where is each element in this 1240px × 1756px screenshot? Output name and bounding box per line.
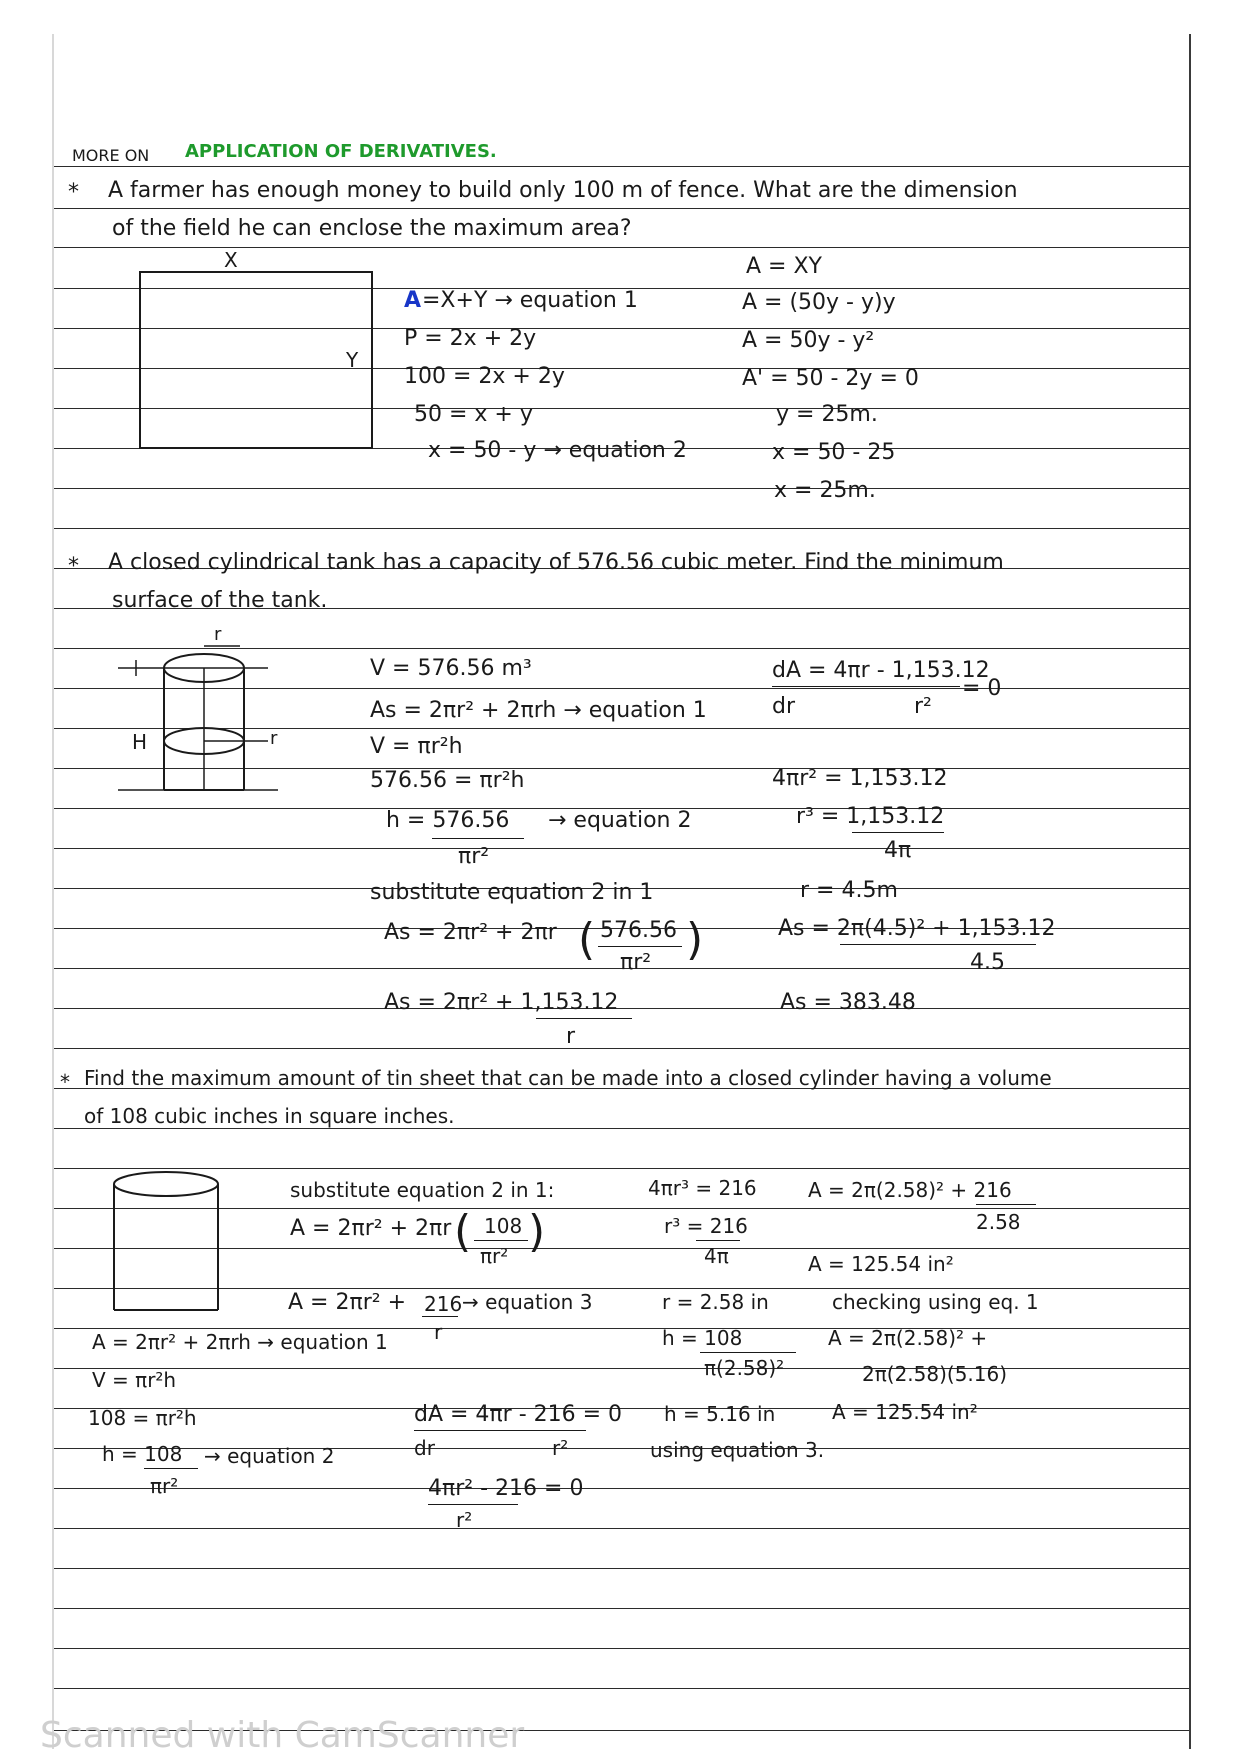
p2-line-3: V = πr²h — [370, 734, 463, 759]
p3-center-4-denominator-2: r² — [552, 1436, 569, 1460]
p3-mid-4-denominator: π(2.58)² — [704, 1356, 785, 1380]
p3-center-2-numerator: 108 — [484, 1214, 523, 1238]
p2-right-1-eq: = 0 — [962, 676, 1002, 701]
fraction-bar — [428, 1504, 518, 1505]
p2-right-6: As = 383.48 — [780, 990, 916, 1015]
p2-right-1: dA = 4πr - 1,153.12 — [772, 658, 990, 683]
equation-A-letter: A — [404, 288, 422, 313]
p2-line-7-numerator: 576.56 — [600, 918, 677, 943]
title-prefix: MORE ON — [72, 146, 150, 165]
p2-line-7: As = 2πr² + 2πr — [384, 920, 557, 945]
paren-close: ) — [528, 1206, 546, 1257]
p2-line-5-denominator: πr² — [458, 844, 490, 869]
p3-mid-3: r = 2.58 in — [662, 1290, 769, 1314]
p3-center-4: dA = 4πr - 216 = 0 — [414, 1402, 623, 1427]
p2-line-8-denominator: r — [566, 1024, 576, 1049]
p3-left-2: V = πr²h — [92, 1368, 177, 1392]
p3-mid-2: r³ = 216 — [664, 1214, 748, 1238]
p3-center-4-denominator-1: dr — [414, 1436, 435, 1460]
p3-right-4: A = 2π(2.58)² + — [828, 1326, 988, 1350]
p1-result-3: A = 50y - y² — [742, 328, 875, 353]
fraction-bar — [700, 1352, 796, 1353]
fraction-bar — [422, 1316, 458, 1317]
paren-open: ( — [454, 1206, 472, 1257]
p2-right-5: As = 2π(4.5)² + 1,153.12 — [778, 916, 1056, 941]
p2-right-2: 4πr² = 1,153.12 — [772, 766, 948, 791]
p3-right-2: A = 125.54 in² — [808, 1252, 954, 1276]
problem-3-question-line-2: of 108 cubic inches in square inches. — [84, 1104, 455, 1128]
fraction-bar — [144, 1468, 198, 1469]
p3-center-5: 4πr² - 216 = 0 — [428, 1476, 584, 1501]
problem-3-star: * — [60, 1070, 70, 1094]
fraction-bar — [696, 1240, 740, 1241]
problem-3-question-line-1: Find the maximum amount of tin sheet that can be made into a closed cylinder having a volume — [84, 1066, 1052, 1090]
paren-open: ( — [578, 914, 596, 965]
p2-right-5-denominator: 4.5 — [970, 950, 1005, 975]
fraction-bar — [414, 1430, 586, 1431]
p1-equation-2: P = 2x + 2y — [404, 326, 537, 351]
p3-center-3-denominator: r — [434, 1320, 443, 1344]
p3-center-2-denominator: πr² — [480, 1244, 509, 1268]
p3-right-3: checking using eq. 1 — [832, 1290, 1039, 1314]
p2-right-1-denominator-1: dr — [772, 694, 796, 719]
problem-2-question-line-2: surface of the tank. — [112, 588, 328, 613]
p1-result-7: x = 25m. — [774, 478, 876, 503]
p1-equation-1: =X+Y → equation 1 — [422, 288, 638, 313]
scanner-watermark: Scanned with CamScanner — [40, 1715, 525, 1756]
p1-result-4: A' = 50 - 2y = 0 — [742, 366, 919, 391]
p1-result-1: A = XY — [746, 254, 822, 279]
p3-center-5-denominator: r² — [456, 1508, 473, 1532]
p3-left-3: 108 = πr²h — [88, 1406, 197, 1430]
p3-mid-5: h = 5.16 in — [664, 1402, 776, 1426]
p3-mid-2-denominator: 4π — [704, 1244, 729, 1268]
p3-center-3-numerator: 216 — [424, 1292, 463, 1316]
p2-line-6: substitute equation 2 in 1 — [370, 880, 654, 905]
p2-line-5-note: → equation 2 — [548, 808, 692, 833]
rectangle-label-y: Y — [346, 348, 359, 372]
p1-result-5: y = 25m. — [776, 402, 878, 427]
p3-right-1: A = 2π(2.58)² + 216 — [808, 1178, 1012, 1202]
p3-right-6: A = 125.54 in² — [832, 1400, 978, 1424]
p3-left-1: A = 2πr² + 2πrh → equation 1 — [92, 1330, 388, 1354]
p1-equation-3: 100 = 2x + 2y — [404, 364, 565, 389]
p1-equation-4: 50 = x + y — [414, 402, 533, 427]
problem-2-question-line-1: A closed cylindrical tank has a capacity of 576.56 cubic meter. Find the minimum — [108, 550, 1004, 575]
p2-line-8: As = 2πr² + 1,153.12 — [384, 990, 619, 1015]
p3-center-3: A = 2πr² + — [288, 1290, 407, 1315]
paren-close: ) — [686, 914, 704, 965]
fraction-bar — [474, 1240, 528, 1241]
p3-mid-6: using equation 3. — [650, 1438, 825, 1462]
p3-center-2: A = 2πr² + 2πr — [290, 1216, 452, 1241]
cylinder-label-r-side: r — [270, 728, 278, 749]
p3-mid-1: 4πr³ = 216 — [648, 1176, 757, 1200]
p2-line-5-numerator: h = 576.56 — [386, 808, 510, 833]
p2-line-7-denominator: πr² — [620, 950, 652, 975]
page-title: APPLICATION OF DERIVATIVES. — [185, 141, 497, 162]
p1-result-6: x = 50 - 25 — [772, 440, 896, 465]
p3-right-1-denominator: 2.58 — [976, 1210, 1021, 1234]
problem-1-star: * — [68, 180, 79, 205]
rectangle-label-x: X — [224, 248, 238, 272]
p2-right-3-denominator: 4π — [884, 838, 912, 863]
problem-1-question-line-2: of the field he can enclose the maximum area? — [112, 216, 632, 241]
p3-left-4-note: → equation 2 — [204, 1444, 335, 1468]
p2-right-4: r = 4.5m — [800, 878, 898, 903]
p1-equation-5: x = 50 - y → equation 2 — [428, 438, 687, 463]
p2-line-4: 576.56 = πr²h — [370, 768, 525, 793]
cylinder-label-H: H — [132, 730, 148, 754]
p3-left-4-denominator: πr² — [150, 1474, 179, 1498]
p3-left-4: h = 108 — [102, 1442, 183, 1466]
p2-line-2: As = 2πr² + 2πrh → equation 1 — [370, 698, 707, 723]
p3-center-1: substitute equation 2 in 1: — [290, 1178, 555, 1202]
problem-1-question-line-1: A farmer has enough money to build only 100 m of fence. What are the dimension — [108, 178, 1018, 203]
cylinder-label-r-top: r — [214, 624, 222, 645]
p3-right-5: 2π(2.58)(5.16) — [862, 1362, 1008, 1386]
p2-line-1: V = 576.56 m³ — [370, 656, 532, 681]
p2-right-1-denominator-2: r² — [914, 694, 932, 719]
p3-center-3-note: → equation 3 — [462, 1290, 593, 1314]
p2-right-3: r³ = 1,153.12 — [796, 804, 945, 829]
p1-result-2: A = (50y - y)y — [742, 290, 896, 315]
p3-mid-4: h = 108 — [662, 1326, 743, 1350]
fraction-bar — [976, 1204, 1036, 1205]
problem-2-star: * — [68, 554, 79, 579]
